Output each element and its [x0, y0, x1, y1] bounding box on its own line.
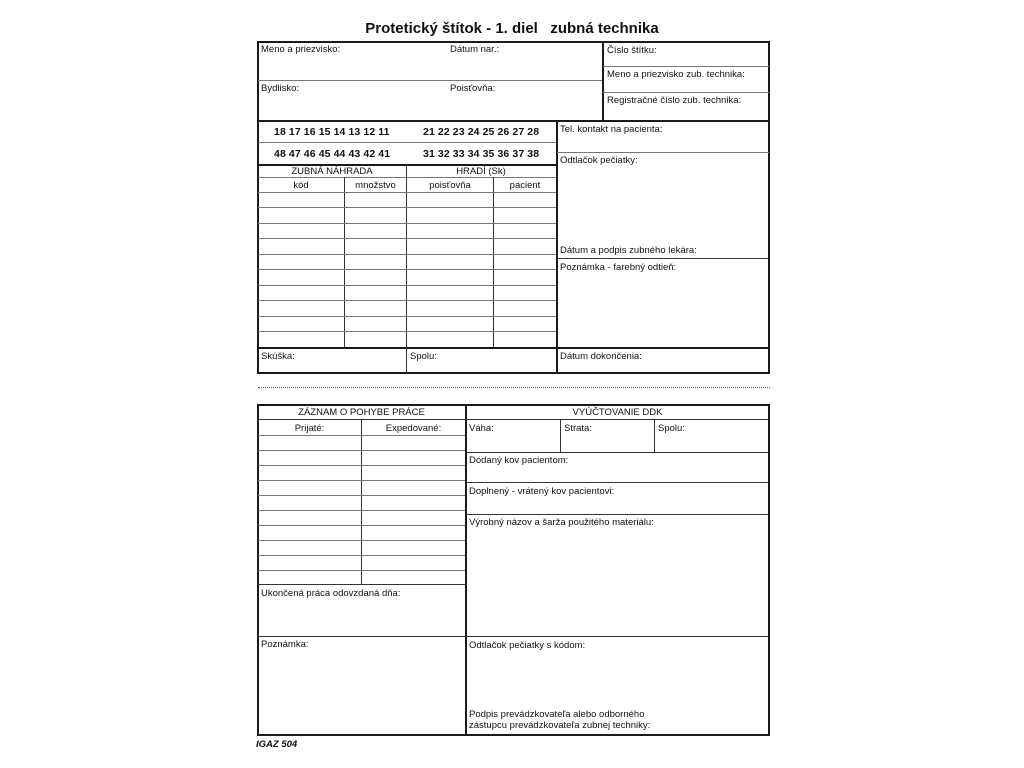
- divider: [258, 636, 465, 637]
- table-row: [258, 285, 556, 286]
- divider: [406, 348, 407, 374]
- table-row: [258, 540, 465, 541]
- divider: [258, 80, 602, 81]
- insurance-label: Poisťovňa:: [450, 83, 496, 94]
- divider: [465, 404, 467, 736]
- teeth-lower-left: 31 32 33 34 35 36 37 38: [423, 148, 540, 160]
- divider: [654, 419, 655, 452]
- form-title: Protetický štítok - 1. diel zubná technika: [365, 20, 659, 37]
- received-label: Prijaté:: [294, 423, 325, 434]
- teeth-upper-right: 18 17 16 15 14 13 12 11: [274, 126, 390, 138]
- signature-label-line1: Podpis prevádzkovateľa alebo odborného: [469, 709, 645, 720]
- table-row: [258, 480, 465, 481]
- work-record-title: ZÁZNAM O POHYBE PRÁCE: [298, 407, 425, 418]
- col-quantity: množstvo: [355, 180, 396, 191]
- table-row: [258, 510, 465, 511]
- divider: [603, 92, 769, 93]
- technician-name-label: Meno a priezvisko zub. technika:: [607, 69, 745, 80]
- patient-name-label: Meno a priezvisko:: [261, 44, 341, 55]
- divider: [344, 177, 345, 348]
- table-row: [258, 555, 465, 556]
- address-label: Bydlisko:: [261, 83, 300, 94]
- table-row: [258, 254, 556, 255]
- dentist-signature-label: Dátum a podpis zubného lekára:: [560, 245, 697, 256]
- payer-header: HRADÍ (Sk): [456, 166, 506, 177]
- table-row: [258, 435, 465, 436]
- color-note-label: Poznámka - farebný odtieň:: [560, 262, 677, 273]
- divider: [493, 177, 494, 348]
- finished-work-label: Ukončená práca odovzdaná dňa:: [261, 588, 401, 599]
- table-row: [258, 450, 465, 451]
- divider: [257, 347, 770, 349]
- divider: [560, 419, 561, 452]
- table-row: [258, 465, 465, 466]
- teeth-upper-left: 21 22 23 24 25 26 27 28: [423, 126, 540, 138]
- table-row: [258, 525, 465, 526]
- divider: [466, 482, 769, 483]
- divider: [257, 120, 770, 122]
- trial-label: Skúška:: [261, 351, 295, 362]
- note-label: Poznámka:: [261, 639, 309, 650]
- divider: [557, 258, 769, 259]
- table-row: [258, 495, 465, 496]
- weight-label: Váha:: [469, 423, 494, 434]
- label-number-label: Číslo štítku:: [607, 45, 657, 56]
- cut-line: [258, 387, 770, 388]
- delivered-metal-label: Dodaný kov pacientom:: [469, 455, 569, 466]
- table-row: [258, 316, 556, 317]
- replacement-header: ZUBNÁ NÁHRADA: [291, 166, 373, 177]
- billing-total-label: Spolu:: [658, 423, 685, 434]
- divider: [602, 41, 604, 121]
- col-code: kód: [293, 180, 309, 191]
- divider: [466, 636, 769, 637]
- table-row: [258, 192, 556, 193]
- table-row: [258, 300, 556, 301]
- birth-date-label: Dátum nar.:: [450, 44, 500, 55]
- divider: [258, 584, 465, 585]
- form-code: IGAZ 504: [256, 739, 298, 750]
- together-label: Spolu:: [410, 351, 437, 362]
- divider: [557, 152, 769, 153]
- col-patient: pacient: [509, 180, 541, 191]
- table-row: [258, 223, 556, 224]
- technician-reg-label: Registračné číslo zub. technika:: [607, 95, 742, 106]
- completion-date-label: Dátum dokončenia:: [560, 351, 642, 362]
- divider: [556, 120, 558, 374]
- col-insurance: poisťovňa: [429, 180, 471, 191]
- divider: [466, 419, 769, 420]
- loss-label: Strata:: [564, 423, 592, 434]
- billing-title: VYÚČTOVANIE DDK: [572, 407, 663, 418]
- stamp-code-label: Odtlačok pečiatky s kódom:: [469, 640, 586, 651]
- material-label: Výrobný názov a šarža použitého materiálu:: [469, 517, 654, 528]
- table-row: [258, 331, 556, 332]
- stamp-label: Odtlačok pečiatky:: [560, 155, 638, 166]
- signature-label-line2: zástupcu prevádzkovateľa zubnej techniky:: [469, 720, 651, 731]
- divider: [466, 514, 769, 515]
- dispatched-label: Expedované:: [385, 423, 442, 434]
- table-row: [258, 207, 556, 208]
- phone-label: Tel. kontakt na pacienta:: [560, 124, 663, 135]
- divider: [603, 66, 769, 67]
- table-row: [258, 570, 465, 571]
- table-row: [258, 238, 556, 239]
- divider: [258, 177, 556, 178]
- table-row: [258, 269, 556, 270]
- supplemented-metal-label: Doplnený - vrátený kov pacientovi:: [469, 486, 615, 497]
- divider: [258, 142, 556, 143]
- teeth-lower-right: 48 47 46 45 44 43 42 41: [274, 148, 391, 160]
- divider: [466, 452, 769, 453]
- divider: [361, 419, 362, 584]
